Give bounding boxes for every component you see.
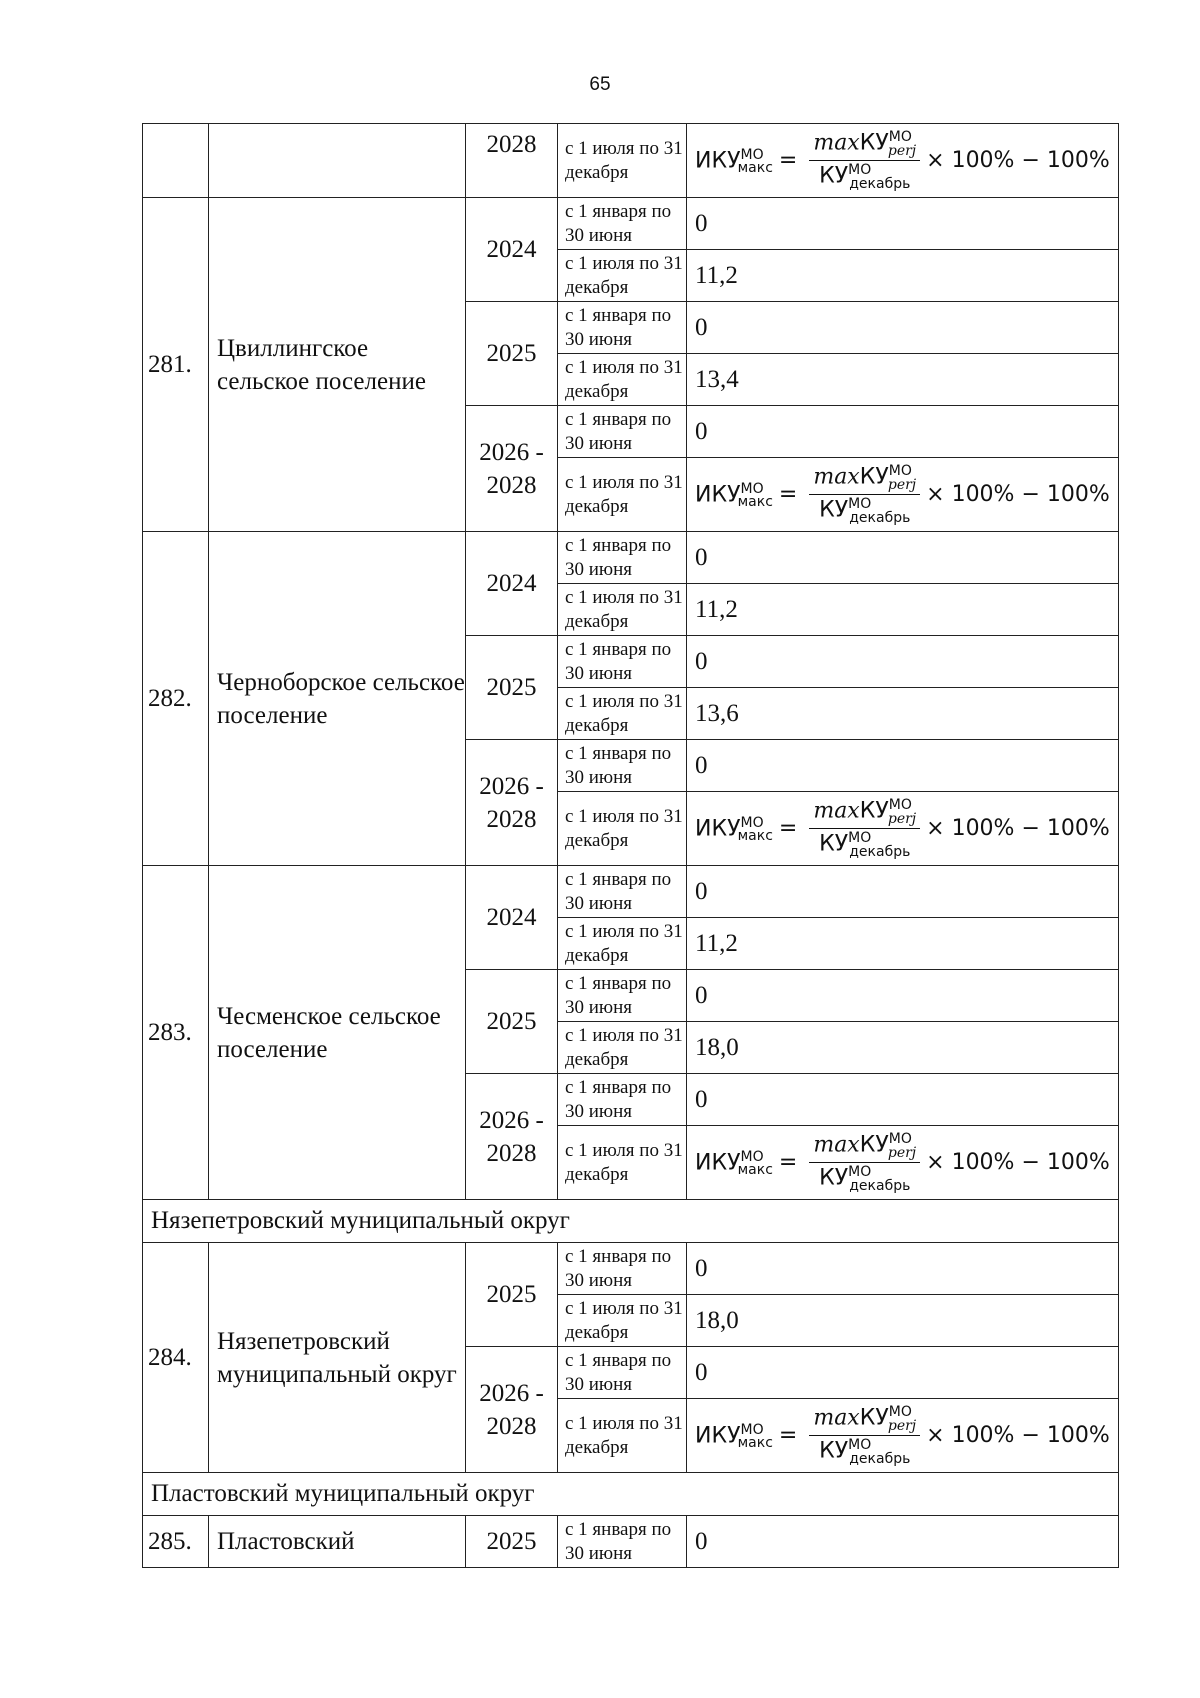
year-cell: 2025 [466, 1516, 558, 1568]
year-cell: 2025 [466, 636, 558, 740]
period-cell: с 1 июля по 31 декабря [558, 250, 687, 302]
formula-tail: × 100% − 100% [926, 1423, 1110, 1448]
formula-lhs-sub: макс [737, 1434, 773, 1451]
period-cell: с 1 января по 30 июня [558, 1074, 687, 1126]
value-cell: 0 [687, 406, 1119, 458]
max-index-formula [695, 798, 1118, 858]
period-cell: с 1 июля по 31 декабря [558, 124, 687, 198]
section-header: Нязепетровский муниципальный округ [143, 1200, 1119, 1243]
value-cell: 18,0 [687, 1295, 1119, 1347]
value-cell [687, 1399, 1119, 1473]
formula-denominator: $КУ^{МО}_{декабрь}$ [819, 1164, 911, 1194]
table-row [143, 198, 1119, 250]
section-row [143, 1473, 1119, 1516]
max-index-formula [695, 1405, 1118, 1465]
formula-numerator: maxКУ$^{МО}_{perj}$ [809, 1132, 920, 1163]
year-cell: 2026 - 2028 [466, 1347, 558, 1473]
value-cell [687, 1126, 1119, 1200]
value-cell: 11,2 [687, 250, 1119, 302]
entity-number: 284. [143, 1243, 209, 1473]
entity-name: Чесменское сельское поселение [209, 866, 466, 1200]
formula-lhs-sub: макс [737, 827, 773, 844]
formula-eq: = [778, 148, 798, 173]
period-cell: с 1 января по 30 июня [558, 532, 687, 584]
period-cell: с 1 января по 30 июня [558, 1243, 687, 1295]
year-cell: 2024 [466, 532, 558, 636]
period-cell: с 1 января по 30 июня [558, 970, 687, 1022]
period-cell: с 1 июля по 31 декабря [558, 458, 687, 532]
year-cell: 2024 [466, 866, 558, 970]
formula-fraction [809, 130, 920, 190]
formula-eq: = [778, 816, 798, 841]
value-cell: 0 [687, 1074, 1119, 1126]
value-cell: 0 [687, 302, 1119, 354]
period-cell: с 1 июля по 31 декабря [558, 584, 687, 636]
period-cell: с 1 января по 30 июня [558, 866, 687, 918]
value-cell: 0 [687, 866, 1119, 918]
value-cell: 13,4 [687, 354, 1119, 406]
section-row [143, 1200, 1119, 1243]
value-cell: 13,6 [687, 688, 1119, 740]
entity-number: 283. [143, 866, 209, 1200]
formula-numerator: maxКУ$^{МО}_{perj}$ [809, 798, 920, 829]
section-header: Пластовский муниципальный округ [143, 1473, 1119, 1516]
formula-denominator: $КУ^{МО}_{декабрь}$ [819, 1437, 911, 1467]
formula-lhs: $ИКУ^{МО}$ [695, 1148, 764, 1176]
value-cell: 0 [687, 1347, 1119, 1399]
year-cell: 2028 [466, 124, 558, 198]
year-cell: 2026 - 2028 [466, 406, 558, 532]
entity-number: 281. [143, 198, 209, 532]
period-cell: с 1 июля по 31 декабря [558, 918, 687, 970]
period-cell: с 1 января по 30 июня [558, 198, 687, 250]
formula-lhs-sub: макс [737, 159, 773, 176]
value-cell: 11,2 [687, 584, 1119, 636]
period-cell: с 1 января по 30 июня [558, 302, 687, 354]
formula-tail: × 100% − 100% [926, 148, 1110, 173]
year-cell: 2026 - 2028 [466, 1074, 558, 1200]
value-cell [687, 124, 1119, 198]
formula-fraction [809, 1132, 920, 1192]
table-row [143, 1243, 1119, 1295]
entity-number: 285. [143, 1516, 209, 1568]
table-row [143, 866, 1119, 918]
table-row [143, 124, 1119, 198]
table-row [143, 1516, 1119, 1568]
formula-lhs: $ИКУ^{МО}$ [695, 814, 764, 842]
value-cell: 0 [687, 636, 1119, 688]
name-cell [209, 124, 466, 198]
value-cell: 18,0 [687, 1022, 1119, 1074]
value-cell: 11,2 [687, 918, 1119, 970]
formula-lhs: $ИКУ^{МО}$ [695, 1421, 764, 1449]
period-cell: с 1 июля по 31 декабря [558, 1399, 687, 1473]
year-cell: 2025 [466, 970, 558, 1074]
formula-eq: = [778, 482, 798, 507]
num-cell [143, 124, 209, 198]
entity-name: Черноборское сельское поселение [209, 532, 466, 866]
table-row [143, 532, 1119, 584]
entity-name: Пластовский [209, 1516, 466, 1568]
formula-denominator: $КУ^{МО}_{декабрь}$ [819, 830, 911, 860]
formula-eq: = [778, 1150, 798, 1175]
formula-lhs: $ИКУ^{МО}$ [695, 146, 764, 174]
max-index-formula [695, 130, 1118, 190]
formula-denominator: $КУ^{МО}_{декабрь}$ [819, 162, 911, 192]
period-cell: с 1 января по 30 июня [558, 406, 687, 458]
value-cell: 0 [687, 198, 1119, 250]
value-cell: 0 [687, 1243, 1119, 1295]
formula-lhs-sub: макс [737, 1161, 773, 1178]
period-cell: с 1 января по 30 июня [558, 1347, 687, 1399]
period-cell: с 1 июля по 31 декабря [558, 1022, 687, 1074]
formula-numerator: maxКУ$^{МО}_{perj}$ [809, 464, 920, 495]
period-cell: с 1 января по 30 июня [558, 740, 687, 792]
period-cell: с 1 июля по 31 декабря [558, 1126, 687, 1200]
formula-fraction [809, 464, 920, 524]
max-index-formula [695, 1132, 1118, 1192]
entity-number: 282. [143, 532, 209, 866]
period-cell: с 1 июля по 31 декабря [558, 688, 687, 740]
value-cell: 0 [687, 532, 1119, 584]
formula-lhs-sub: макс [737, 493, 773, 510]
formula-tail: × 100% − 100% [926, 482, 1110, 507]
value-cell: 0 [687, 1516, 1119, 1568]
formula-lhs: $ИКУ^{МО}$ [695, 480, 764, 508]
value-cell [687, 458, 1119, 532]
value-cell [687, 792, 1119, 866]
period-cell: с 1 июля по 31 декабря [558, 792, 687, 866]
year-cell: 2025 [466, 302, 558, 406]
formula-eq: = [778, 1423, 798, 1448]
year-cell: 2026 - 2028 [466, 740, 558, 866]
period-cell: с 1 января по 30 июня [558, 636, 687, 688]
formula-numerator: maxКУ$^{МО}_{perj}$ [809, 1405, 920, 1436]
year-cell: 2024 [466, 198, 558, 302]
value-cell: 0 [687, 970, 1119, 1022]
year-cell: 2025 [466, 1243, 558, 1347]
formula-denominator: $КУ^{МО}_{декабрь}$ [819, 496, 911, 526]
entity-name: Цвиллингское сельское поселение [209, 198, 466, 532]
entity-name: Нязепетровский муниципальный округ [209, 1243, 466, 1473]
max-index-formula [695, 464, 1118, 524]
period-cell: с 1 июля по 31 декабря [558, 1295, 687, 1347]
formula-fraction [809, 798, 920, 858]
period-cell: с 1 января по 30 июня [558, 1516, 687, 1568]
tariff-index-table [142, 123, 1119, 1568]
formula-tail: × 100% − 100% [926, 816, 1110, 841]
formula-numerator: maxКУ$^{МО}_{perj}$ [809, 130, 920, 161]
period-cell: с 1 июля по 31 декабря [558, 354, 687, 406]
page-number: 65 [589, 74, 611, 95]
formula-fraction [809, 1405, 920, 1465]
value-cell: 0 [687, 740, 1119, 792]
formula-tail: × 100% − 100% [926, 1150, 1110, 1175]
